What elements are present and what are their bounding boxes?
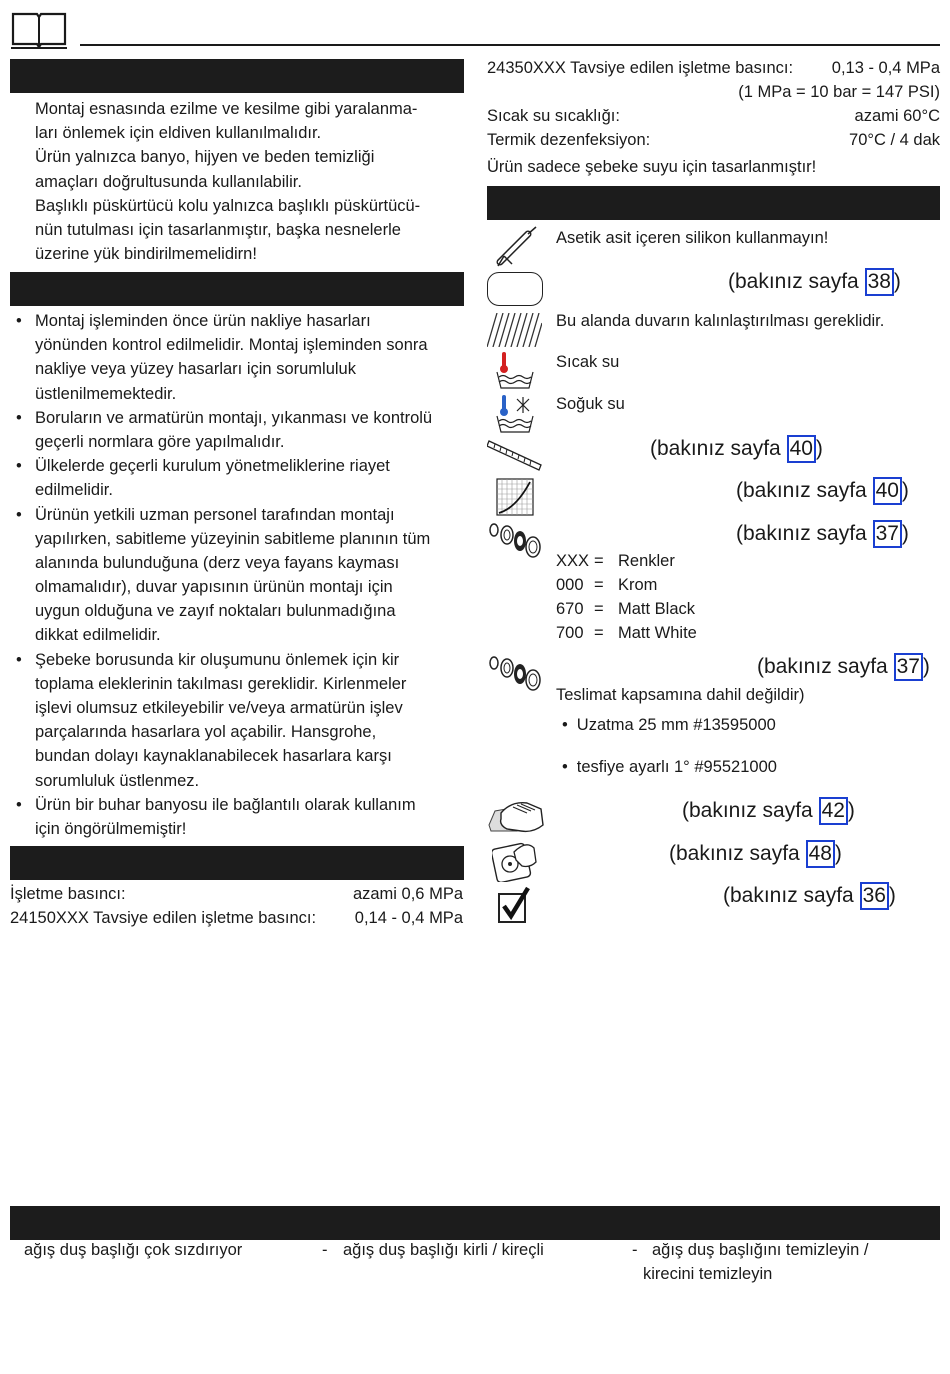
page-ref: (bakınız sayfa 36 ): [723, 882, 896, 912]
safety-text: [35, 97, 420, 266]
rounded-rect-icon: [487, 272, 543, 306]
installation-list: [16, 309, 433, 841]
bullet-dot: •: [16, 457, 22, 476]
page-ref: (bakınız sayfa 40 ): [736, 477, 909, 507]
page-ref-link[interactable]: 48: [806, 840, 835, 868]
color-row: 000 = Krom: [556, 576, 658, 594]
wall-text: Bu alanda duvarın kalınlaştırılması gereklidir.: [556, 312, 885, 330]
tech-value: azami 60°C: [854, 107, 940, 125]
tech-value: azami 0,6 MPa: [352, 885, 463, 903]
tech-row-conversion: [487, 80, 940, 104]
safety-line: Ürün yalnızca banyo, hijyen ve beden temizliği: [35, 148, 375, 167]
page-ref-link[interactable]: 37: [873, 520, 902, 548]
page-ref-link[interactable]: 42: [819, 797, 848, 825]
tech-value: 0,14 - 0,4 MPa: [354, 909, 463, 927]
color-row: XXX = Renkler: [556, 552, 675, 570]
installation-item: • Boruların ve armatürün montajı, yıkanması ve kontrolü geçerli normlara göre yapılmalıdır.: [35, 406, 432, 454]
silicone-text: Asetik asit içeren silikon kullanmayın!: [556, 229, 829, 247]
page-ref-link[interactable]: 36: [860, 882, 889, 910]
safety-line: Başlıklı püskürtücü kolu yalnızca başlıklı püskürtücü-: [35, 196, 421, 215]
page-ref-link[interactable]: 40: [873, 477, 902, 505]
section-bar-installation: [10, 272, 464, 306]
bullet-dot: •: [16, 505, 22, 524]
page-ref: (bakınız sayfa 38 ): [728, 268, 901, 298]
safety-line: amaçları doğrultusunda kullanılabilir.: [35, 172, 302, 191]
fault-text: ağış duş başlığı çok sızdırıyor: [24, 1241, 243, 1259]
section-bar-symbols: [487, 186, 940, 220]
cold-water-text: Soğuk su: [556, 395, 625, 413]
tech-row-recommended-24350: [487, 56, 940, 80]
bullet-dot: •: [16, 795, 22, 814]
tech-value: 70°C / 4 dak: [849, 131, 940, 149]
tech-label: Termik dezenfeksiyon:: [487, 131, 651, 149]
page-ref: (bakınız sayfa 42 ): [682, 797, 855, 827]
spare-parts-icon: [487, 522, 543, 558]
spare-parts-icon: [487, 655, 543, 691]
tech-label: Sıcak su sıcaklığı:: [487, 107, 620, 125]
section-bar-safety: [10, 59, 464, 93]
wall-hatch-icon: [487, 313, 542, 347]
checkmark-box-icon: [497, 886, 531, 924]
hot-water-icon: [495, 350, 535, 390]
tech-row-disinfection: [487, 128, 940, 152]
tech-label: 24350XXX Tavsiye edilen işletme basıncı:: [487, 59, 794, 77]
page-ref: (bakınız sayfa 37 ): [757, 653, 930, 683]
remedy-dash: -: [632, 1241, 638, 1259]
page-ref: (bakınız sayfa 48 ): [669, 840, 842, 870]
header-rule: [80, 44, 940, 46]
installation-item: • Montaj işleminden önce ürün nakliye hasarları yönünden kontrol edilmelidir. Montaj işleminden sonra nakliye veya yüzey hasarları için sorumluluk üstlenilmemektedir.: [35, 309, 432, 406]
bullet-dot: •: [16, 408, 22, 427]
tech-label: İşletme basıncı:: [10, 885, 126, 903]
accessory-item: • Uzatma 25 mm #13595000: [562, 716, 776, 734]
color-row: 670 = Matt Black: [556, 600, 696, 618]
remedy-text: kirecini temizleyin: [643, 1265, 773, 1283]
bullet-dot: •: [16, 312, 22, 330]
bullet-dot: •: [16, 650, 22, 669]
tech-value: 0,13 - 0,4 MPa: [831, 59, 940, 77]
page-ref: (bakınız sayfa 37 ): [736, 520, 909, 550]
safety-line: Montaj esnasında ezilme ve kesilme gibi yaralanma-: [35, 100, 418, 118]
cause-text: ağış duş başlığı kirli / kireçli: [343, 1241, 544, 1259]
tech-row-pressure: [10, 882, 463, 906]
page-ref: (bakınız sayfa 40 ): [650, 435, 823, 465]
cause-dash: -: [322, 1241, 328, 1259]
tech-label: 24150XXX Tavsiye edilen işletme basıncı:: [10, 909, 317, 927]
safety-line: nün tutulması için tasarlanmıştır, başka nesnelerle: [35, 220, 401, 239]
silicone-gun-icon: [494, 226, 538, 268]
tech-note: Ürün sadece şebeke suyu için tasarlanmıştır!: [487, 158, 817, 176]
accessory-item: • tesfiye ayarlı 1° #95521000: [562, 758, 777, 776]
installation-item: • Şebeke borusunda kir oluşumunu önlemek için kir toplama eleklerinin takılması gereklidir. Kirlenmeler işlevi olumsuz etkileyebilir ve/veya armatürün işlev parçalarında hasarlara yol açabilir. Hansgrohe, bundan dolayı kaynaklanabilecek hasarlara karşı sorumluluk üstlenmez.: [35, 648, 432, 793]
installation-item: • Ürün bir buhar banyosu ile bağlantılı olarak kullanım için öngörülmemiştir!: [35, 793, 432, 841]
color-row: 700 = Matt White: [556, 624, 697, 642]
page-ref-link[interactable]: 37: [894, 653, 923, 681]
tech-value: (1 MPa = 10 bar = 147 PSI): [738, 83, 940, 101]
page-ref-link[interactable]: 38: [865, 268, 894, 296]
bullet-dot: •: [562, 716, 568, 734]
installation-item: • Ürünün yetkili uzman personel tarafından montajı yapılırken, sabitleme yüzeyinin sabitleme planının tüm alanında bulunduğuna (derz veya fayans kayması olmamalıdır), duvar yapısının ürünün montajı için uygun olduğuna ve zayıf noktaları bulunmadığına dikkat edilmelidir.: [35, 503, 432, 648]
tech-row-recommended-24150: [10, 906, 463, 930]
remedy-text: ağış duş başlığını temizleyin /: [652, 1241, 869, 1259]
bullet-dot: •: [562, 758, 568, 776]
book-icon: [10, 8, 68, 50]
cleaning-hand-icon: [487, 795, 545, 835]
safety-line: ları önlemek için eldiven kullanılmalıdır.: [35, 124, 322, 143]
hot-water-text: Sıcak su: [556, 353, 620, 371]
ruler-icon: [487, 437, 543, 473]
cold-water-icon: [495, 393, 535, 433]
section-bar-technical: [10, 846, 464, 880]
safety-line: üzerine yük bindirilmemelidirn!: [35, 245, 257, 264]
tech-row-hot-temp: [487, 104, 940, 128]
not-included-text: Teslimat kapsamına dahil değildir): [556, 686, 805, 704]
torque-graph-icon: [496, 478, 534, 516]
nozzle-cleaning-icon: [492, 838, 538, 882]
section-bar-troubleshooting: [10, 1206, 940, 1240]
installation-item: • Ülkelerde geçerli kurulum yönetmeliklerine riayet edilmelidir.: [35, 454, 432, 502]
page-ref-link[interactable]: 40: [787, 435, 816, 463]
